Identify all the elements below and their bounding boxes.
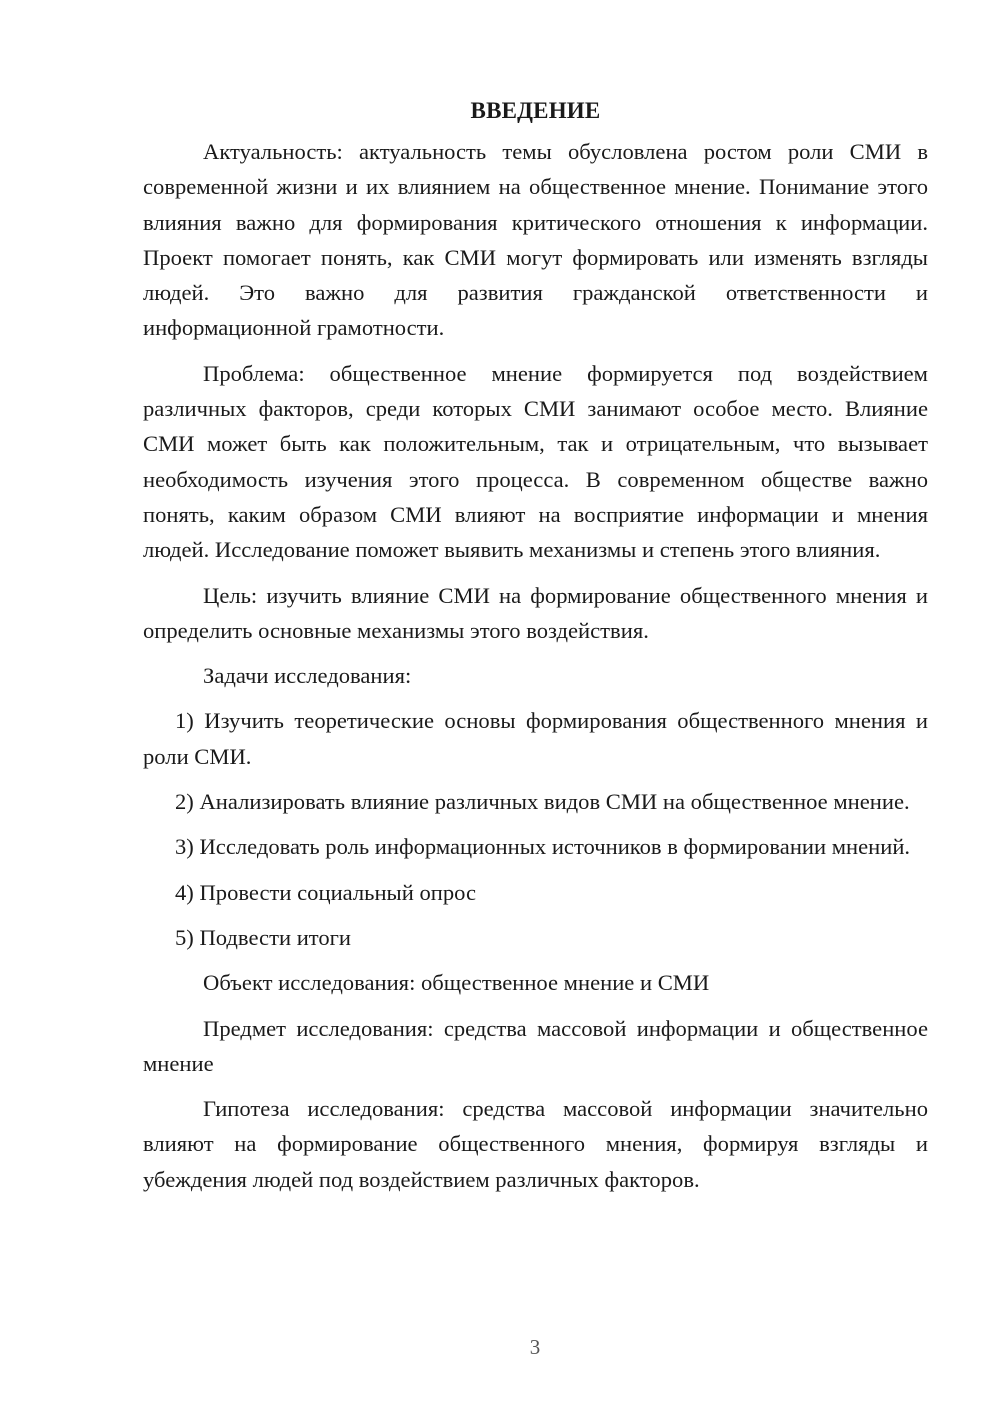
task-item: 1) Изучить теоретические основы формирования общественного мнения и роли СМИ. [143, 708, 928, 769]
problem-paragraph: Проблема: общественное мнение формируется под воздействием различных факторов, среди которых СМИ занимают особое место. Влияние СМИ может быть как положительным, так и отрицательным, что вызывает необходимость изучения этого процесса. В современном обществе важно понять, каким образом СМИ влияют на восприятие информации и мнения людей. Исследование поможет выявить механизмы и степень этого влияния. [143, 360, 928, 563]
hypothesis-paragraph: Гипотеза исследования: средства массовой информации значительно влияют на формирование общественного мнения, формируя взгляды и убеждения людей под воздействием различных факторов. [143, 1096, 928, 1192]
goal-paragraph: Цель: изучить влияние СМИ на формирование общественного мнения и определить основные механизмы этого воздействия. [143, 582, 928, 643]
task-item: 4) Провести социальный опрос [175, 879, 477, 905]
document-page [143, 93, 928, 1207]
task-item: 2) Анализировать влияние различных видов СМИ на общественное мнение. [175, 789, 910, 815]
task-item: 5) Подвести итоги [175, 924, 352, 950]
task-item: 3) Исследовать роль информационных источников в формировании мнений. [175, 834, 911, 860]
tasks-heading: Задачи исследования: [203, 663, 412, 689]
relevance-paragraph: Актуальность: актуальность темы обусловлена ростом роли СМИ в современной жизни и их влиянием на общественное мнение. Понимание этого влияния важно для формирования критического отношения к информации. Проект помогает понять, как СМИ могут формировать или изменять взгляды людей. Это важно для развития гражданской ответственности и информационной грамотности. [143, 139, 928, 341]
page-title: ВВЕДЕНИЕ [470, 98, 601, 123]
object-paragraph: Объект исследования: общественное мнение и СМИ [203, 970, 710, 996]
page-number: 3 [529, 1335, 541, 1359]
subject-paragraph: Предмет исследования: средства массовой информации и общественное мнение [143, 1015, 928, 1076]
